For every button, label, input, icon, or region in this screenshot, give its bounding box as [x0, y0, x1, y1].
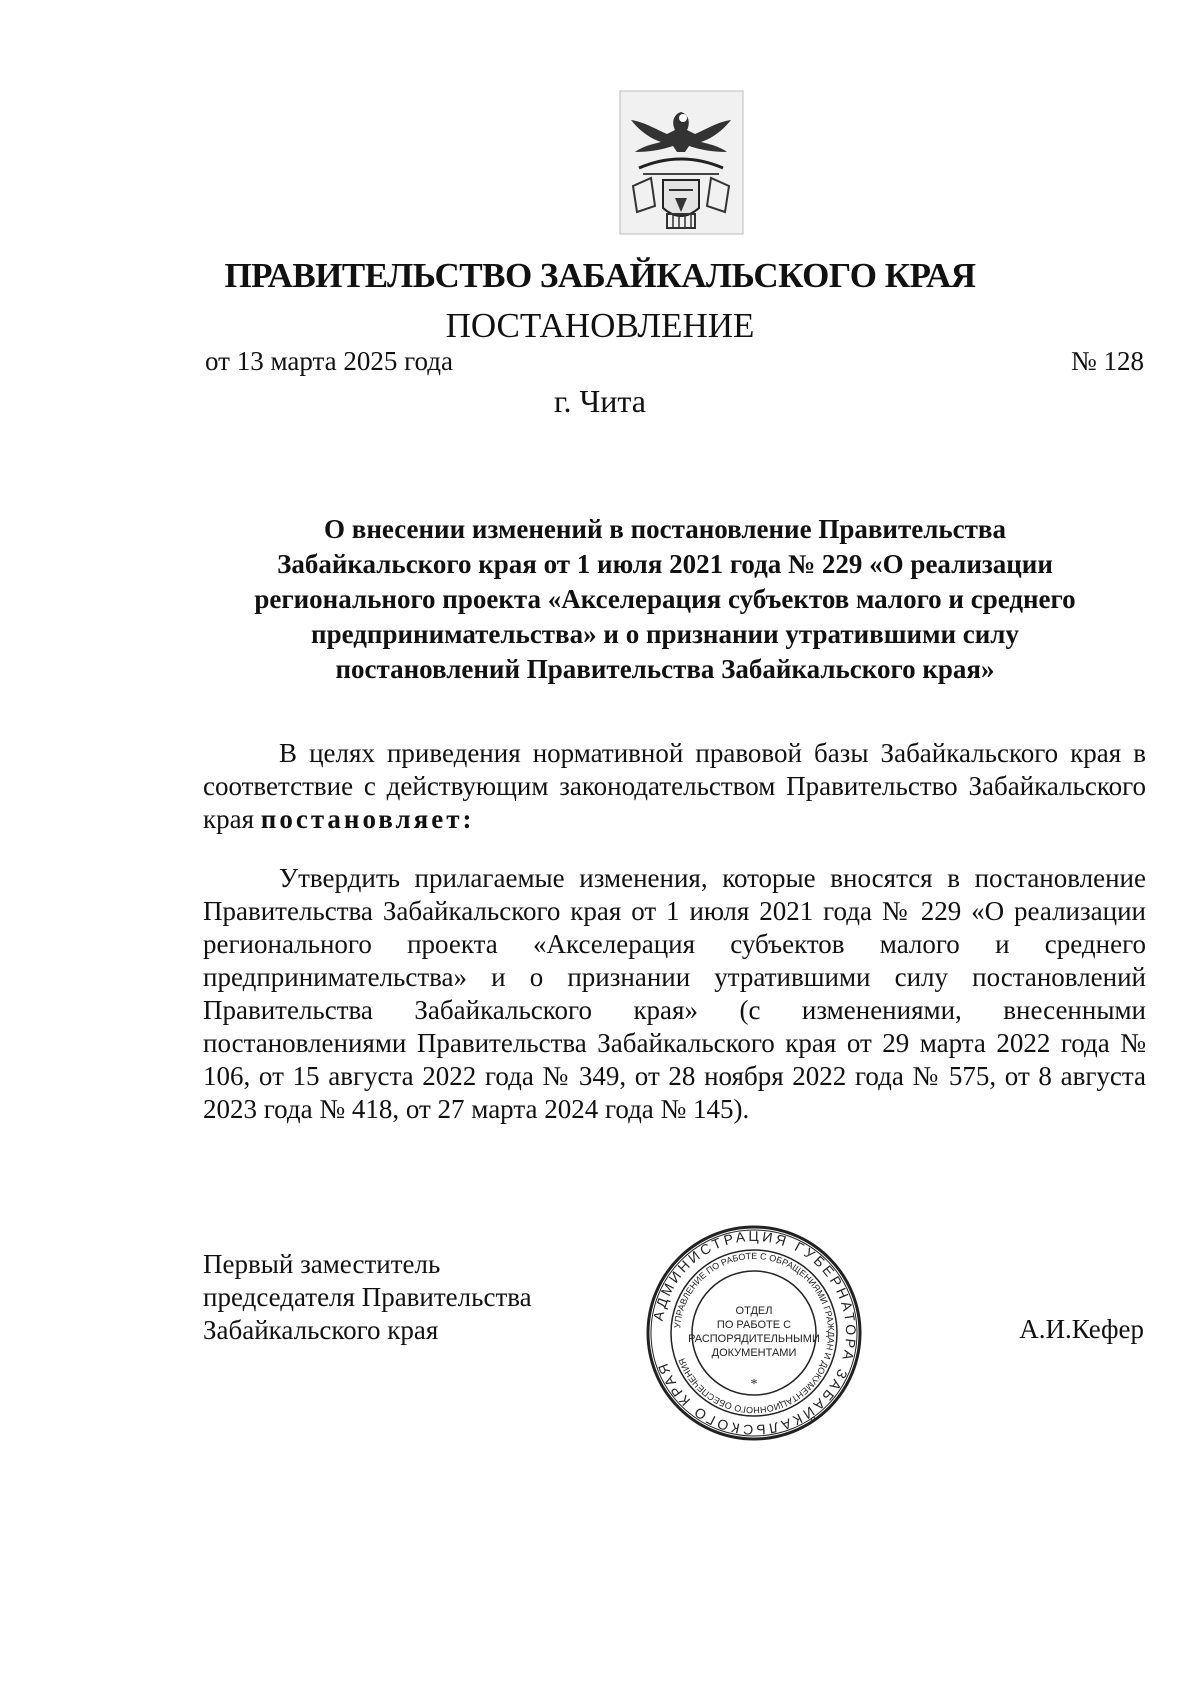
preamble-text: В целях приведения нормативной правовой базы Забайкальского края в соответствие с действующим законодательством Правительство Забайкальского края: [203, 738, 1146, 834]
document-city: г. Чита: [553, 383, 646, 419]
document-title: [200, 512, 1130, 687]
title-line: регионального проекта «Акселерация субъектов малого и среднего: [254, 584, 1076, 614]
svg-text:ДОКУМЕНТАМИ: ДОКУМЕНТАМИ: [711, 1347, 797, 1359]
signatory-name: А.И.Кефер: [1019, 1314, 1144, 1344]
svg-text:УПРАВЛЕНИЕ ПО РАБОТЕ С ОБРАЩЕН: УПРАВЛЕНИЕ ПО РАБОТЕ С ОБРАЩЕНИЯМИ ГРАЖДАН И ДОКУМЕНТАЦИОННОГО ОБЕСПЕЧЕНИЯ: [672, 1250, 837, 1416]
body-paragraph-preamble: [203, 737, 1146, 836]
svg-text:*: *: [750, 1377, 758, 1392]
resolves-keyword: постановляет:: [260, 804, 475, 834]
title-line: постановлений Правительства Забайкальского края»: [335, 654, 995, 684]
svg-text:АДМИНИСТРАЦИЯ ГУБЕРНАТОРА ЗАБА: АДМИНИСТРАЦИЯ ГУБЕРНАТОРА ЗАБАЙКАЛЬСКОГО КРАЯ: [649, 1227, 860, 1439]
document-date: от 13 марта 2025 года: [205, 346, 453, 376]
body-paragraph-decision: Утвердить прилагаемые изменения, которые вносятся в постановление Правительства Забайкальского края от 1 июля 2021 года № 229 «О реализации регионального проекта «Акселерация субъектов малого и среднего предпринимательства» и о признании утратившими силу постановлений Правительства Забайкальского края» (с изменениями, внесенными постановлениями Правительства Забайкальского края от 29 марта 2022 года № 106, от 15 августа 2022 года № 349, от 28 ноября 2022 года № 575, от 8 августа 2023 года № 418, от 27 марта 2024 года № 145).: [203, 863, 1146, 1124]
coat-of-arms-icon: [619, 90, 744, 235]
signatory-position-line: Забайкальского края: [203, 1315, 439, 1345]
title-line: Забайкальского края от 1 июля 2021 года № 229 «О реализации: [277, 549, 1053, 579]
round-seal-icon: [643, 1222, 865, 1444]
svg-text:ПО РАБОТЕ С: ПО РАБОТЕ С: [716, 1319, 792, 1331]
signatory-position-line: Первый заместитель: [203, 1249, 441, 1279]
title-line: О внесении изменений в постановление Правительства: [324, 514, 1006, 544]
document-number: № 128: [1070, 346, 1144, 376]
document-type: ПОСТАНОВЛЕНИЕ: [445, 306, 755, 345]
organization-name: ПРАВИТЕЛЬСТВО ЗАБАЙКАЛЬСКОГО КРАЯ: [224, 256, 976, 295]
svg-text:РАСПОРЯДИТЕЛЬНЫМИ: РАСПОРЯДИТЕЛЬНЫМИ: [688, 1333, 820, 1345]
title-line: предпринимательства» и о признании утратившими силу: [311, 619, 1019, 649]
svg-text:ОТДЕЛ: ОТДЕЛ: [735, 1305, 773, 1317]
signatory-position: [203, 1248, 532, 1347]
signatory-position-line: председателя Правительства: [203, 1282, 532, 1312]
